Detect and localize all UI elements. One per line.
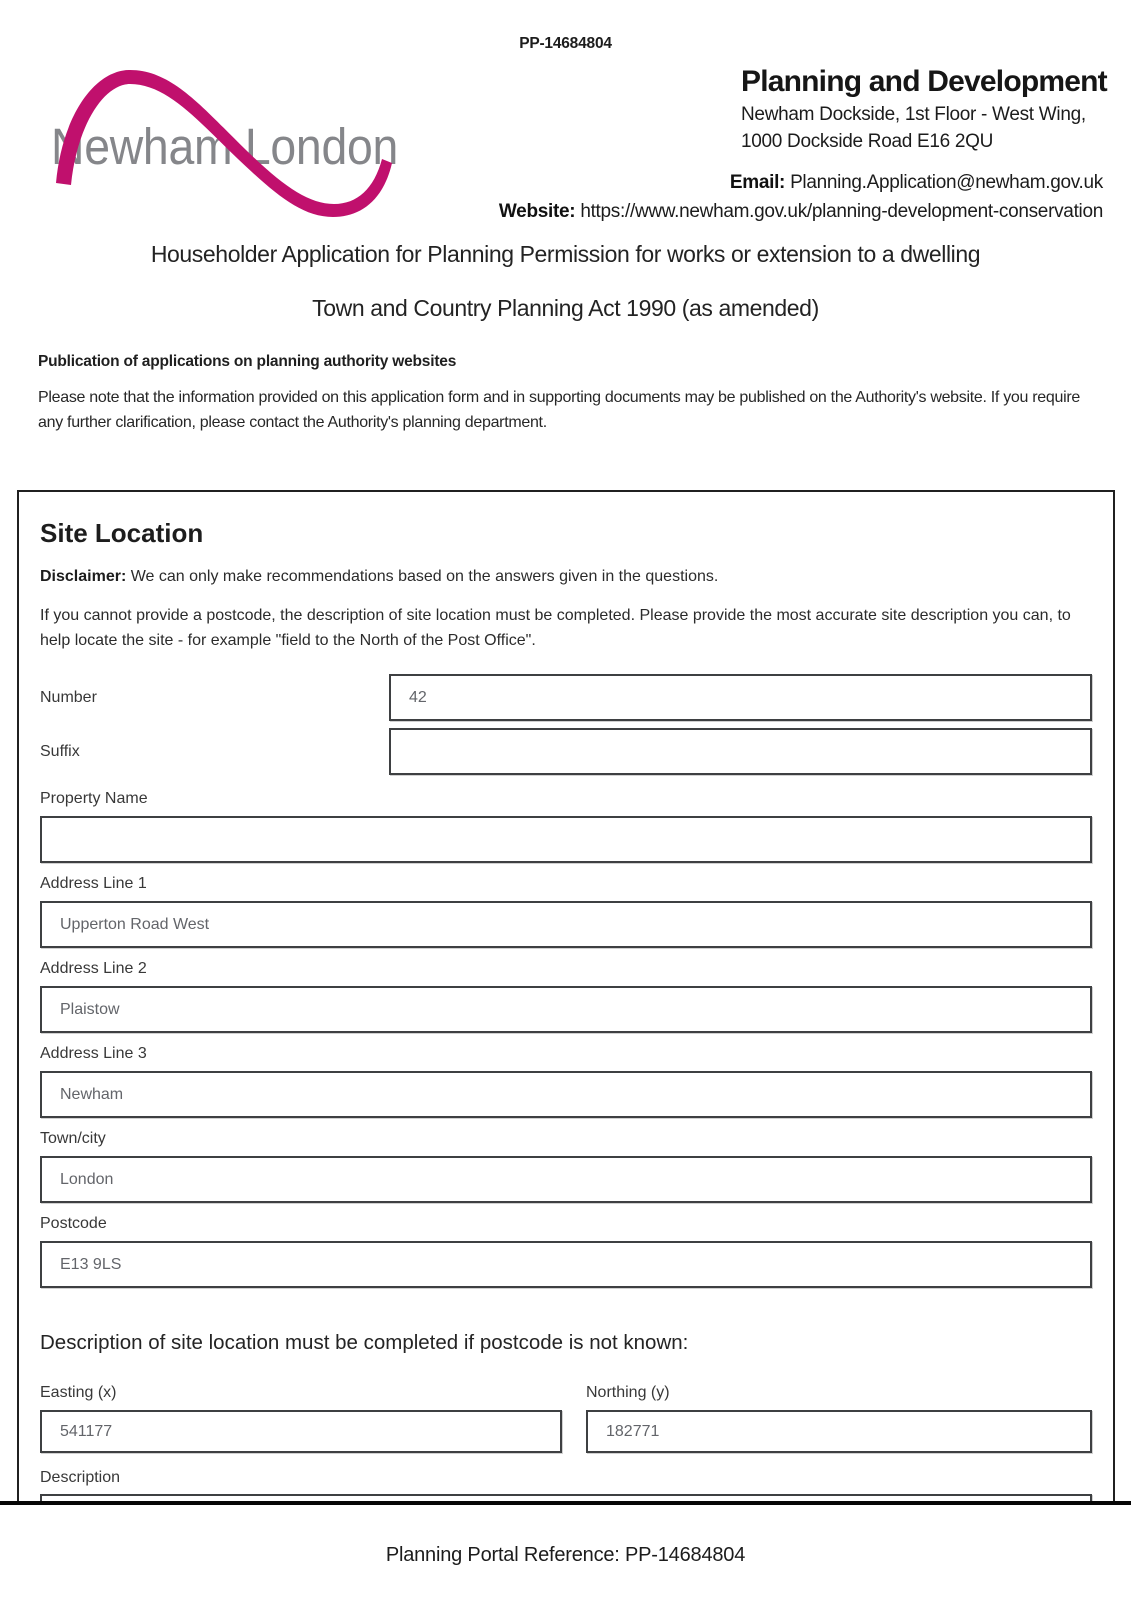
northing-group [586,1385,1092,1453]
disclaimer [40,567,1092,587]
email-label: Email: [729,172,786,193]
postcode-group [40,1216,1092,1288]
address-line-1-input[interactable] [40,901,1092,948]
publication-note: Please note that the information provided on this application form and in supporting documents may be published on the Authority's website. If you require any further clarification, please contact the Authority's planning department. [38,389,1080,431]
coordinates-row [40,1385,1092,1453]
postcode-input[interactable] [40,1241,1092,1288]
page-break-divider [0,1501,1131,1505]
address-line-2-label: Address Line 2 [40,960,147,977]
application-reference: PP-14684804 [519,35,612,52]
disclaimer-text: We can only make recommendations based on the answers given in the questions. [126,568,719,585]
page-header [0,60,1131,232]
town-city-input[interactable] [40,1156,1092,1203]
website-value: https://www.newham.gov.uk/planning-development-conservation [580,201,1103,222]
address-line-3-label: Address Line 3 [40,1045,147,1062]
postcode-label: Postcode [40,1215,107,1232]
address-line-1-group [40,876,1092,948]
description-textarea[interactable] [40,1494,1092,1501]
suffix-row [40,728,1092,775]
number-label: Number [40,688,97,706]
newham-london-logo [50,65,400,220]
website-label: Website: [498,201,576,222]
department-title: Planning and Development [741,65,1107,98]
property-name-group [40,791,1092,863]
site-location-section [17,490,1115,1501]
easting-label: Easting (x) [40,1384,117,1401]
department-address [741,101,1107,155]
email-value: Planning.Application@newham.gov.uk [790,172,1103,193]
footer-reference: Planning Portal Reference: PP-14684804 [385,1544,746,1566]
number-input[interactable] [389,674,1092,721]
address-line-1-label: Address Line 1 [40,875,147,892]
email-line [499,168,1103,197]
postcode-instructions: If you cannot provide a postcode, the description of site location must be completed. Please provide the most accurate site description you can, to help locate the site - for example "field to the North of the Post Office". [40,607,1071,649]
northing-label: Northing (y) [586,1384,670,1401]
easting-group [40,1385,562,1453]
address-line-2: 1000 Dockside Road E16 2QU [741,131,994,152]
address-line-1: Newham Dockside, 1st Floor - West Wing, [741,104,1086,125]
form-subtitle: Town and Country Planning Act 1990 (as amended) [312,295,819,321]
disclaimer-label: Disclaimer: [40,568,127,585]
address-line-2-input[interactable] [40,986,1092,1033]
contact-block [499,168,1103,226]
number-row [40,674,1092,721]
property-name-label: Property Name [40,790,148,807]
suffix-input[interactable] [389,728,1092,775]
property-name-input[interactable] [40,816,1092,863]
department-block [741,66,1107,155]
address-line-3-group [40,1046,1092,1118]
description-label: Description [40,1469,121,1486]
section-heading: Site Location [40,518,204,548]
description-group [40,1470,1092,1501]
easting-input[interactable] [40,1410,562,1453]
address-line-2-group [40,961,1092,1033]
suffix-label: Suffix [40,742,80,760]
northing-input[interactable] [586,1410,1092,1453]
publication-heading: Publication of applications on planning authority websites [38,353,457,370]
town-city-group [40,1131,1092,1203]
description-requirement-heading: Description of site location must be completed if postcode is not known: [40,1331,689,1354]
town-city-label: Town/city [40,1130,106,1147]
logo-text: Newham London [51,118,398,175]
address-line-3-input[interactable] [40,1071,1092,1118]
website-line [499,197,1103,226]
form-title: Householder Application for Planning Permission for works or extension to a dwelling [150,241,981,267]
